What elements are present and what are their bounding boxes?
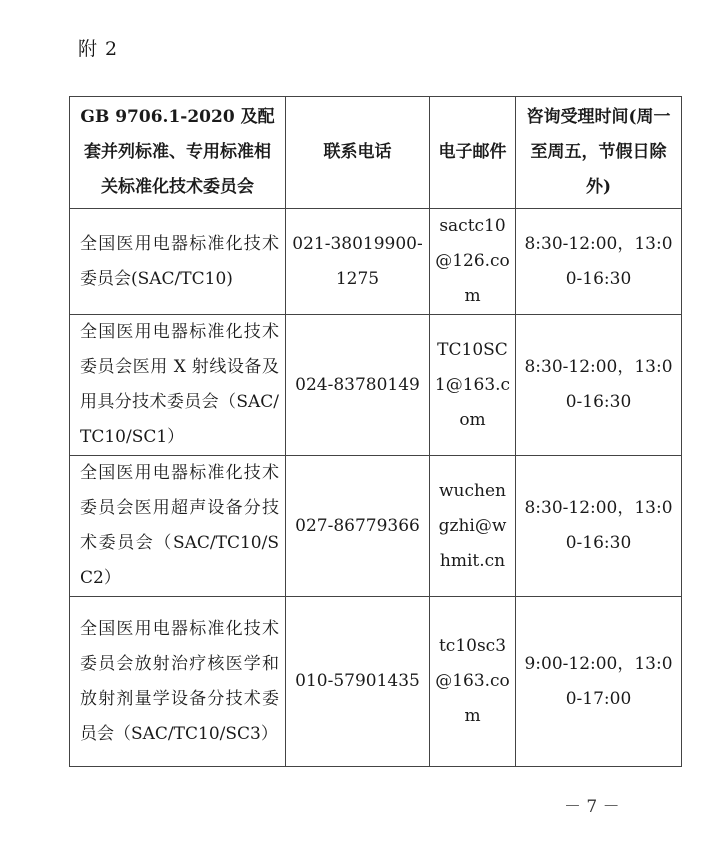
header-phone: 联系电话: [286, 97, 430, 209]
header-email: 电子邮件: [430, 97, 516, 209]
annex-label: 附 2: [78, 38, 119, 60]
email-address: wuchengzhi@whmit.cn: [430, 456, 516, 597]
page-number: － 7 －: [564, 797, 620, 817]
committee-name: 全国医用电器标准化技术委员会放射治疗核医学和放射剂量学设备分技术委员会（SAC/TC10/SC3）: [70, 597, 286, 767]
committee-contact-table: [69, 96, 682, 767]
header-committee: GB 9706.1-2020 及配套并列标准、专用标准相关标准化技术委员会: [70, 97, 286, 209]
phone-number: 027-86779366: [286, 456, 430, 597]
committee-name: 全国医用电器标准化技术委员会医用 X 射线设备及用具分技术委员会（SAC/TC10/SC1）: [70, 315, 286, 456]
email-address: tc10sc3@163.com: [430, 597, 516, 767]
table-header-row: [70, 97, 682, 209]
phone-number: 021-38019900-1275: [286, 209, 430, 315]
table-row: [70, 456, 682, 597]
table-row: [70, 209, 682, 315]
table-row: [70, 597, 682, 767]
email-address: TC10SC1@163.com: [430, 315, 516, 456]
table-row: [70, 315, 682, 456]
phone-number: 010-57901435: [286, 597, 430, 767]
consult-hours: 8:30-12:00，13:00-16:30: [516, 209, 682, 315]
consult-hours: 8:30-12:00，13:00-16:30: [516, 456, 682, 597]
committee-name: 全国医用电器标准化技术委员会医用超声设备分技术委员会（SAC/TC10/SC2）: [70, 456, 286, 597]
consult-hours: 9:00-12:00，13:00-17:00: [516, 597, 682, 767]
consult-hours: 8:30-12:00，13:00-16:30: [516, 315, 682, 456]
phone-number: 024-83780149: [286, 315, 430, 456]
committee-name: 全国医用电器标准化技术委员会(SAC/TC10): [70, 209, 286, 315]
header-hours: 咨询受理时间(周一至周五，节假日除外): [516, 97, 682, 209]
email-address: sactc10@126.com: [430, 209, 516, 315]
